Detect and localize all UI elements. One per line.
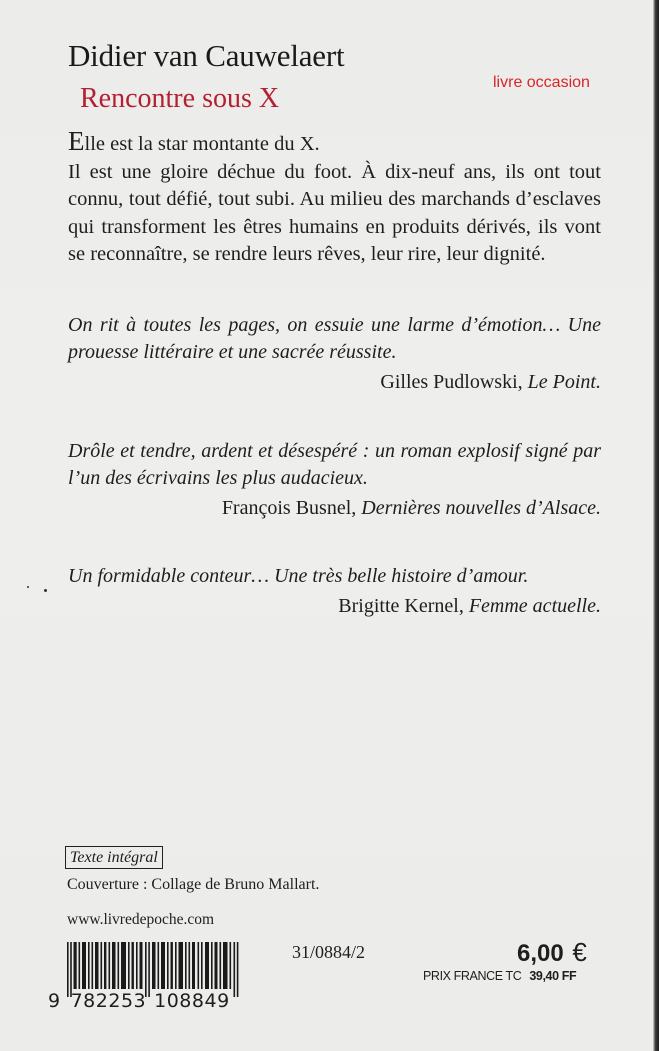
blurb-first-line-text: lle est la star montante du X.: [84, 133, 320, 155]
isbn-first-digit: 9: [48, 990, 61, 1012]
review-source: [68, 593, 601, 620]
barcode-icon: [67, 942, 239, 997]
price: [517, 937, 587, 968]
isbn-group-1: 782253: [70, 990, 147, 1012]
review-source: [68, 369, 601, 396]
isbn-digits: [48, 990, 230, 1012]
review-publication: Le Point.: [527, 371, 601, 393]
blurb: [68, 128, 601, 269]
euro-icon: €: [572, 937, 587, 967]
review-quote: [68, 312, 601, 396]
publisher-website: www.livredepoche.com: [67, 911, 215, 928]
blurb-first-line: [68, 128, 601, 159]
drop-cap: E: [68, 126, 85, 156]
isbn-group-2: 108849: [154, 990, 230, 1012]
used-book-label: livre occasion: [493, 74, 590, 91]
review-text: Un formidable conteur… Une très belle histoire d’amour.: [68, 565, 529, 587]
cover-credit: Couverture : Collage de Bruno Mallart.: [67, 876, 320, 893]
review-quote: [68, 563, 601, 620]
speck-mark: [27, 586, 29, 588]
review-author: Brigitte Kernel,: [338, 595, 464, 617]
speck-mark: [44, 589, 47, 592]
review-author: François Busnel,: [221, 497, 357, 519]
catalog-number: 31/0884/2: [292, 942, 366, 962]
price-value: 6,00: [517, 940, 564, 967]
blurb-paragraph: Il est une gloire déchue du foot. À dix-neuf ans, ils ont tout connu, tout défié, tout subi. Au milieu des marchands d’esclaves qui transforment les êtres humains en produits dérivés, ils vont se reconnaître, se rendre leurs rêves, leur rire, leur dignité.: [68, 160, 601, 265]
review-quote: [68, 438, 601, 522]
review-source: [68, 495, 601, 522]
review-text: On rit à toutes les pages, on essuie une larme d’émotion… Une prouesse littéraire et une sacrée réussite.: [68, 314, 601, 363]
book-edge-shadow: [653, 0, 659, 1051]
review-publication: Dernières nouvelles d’Alsace.: [361, 497, 601, 519]
review-publication: Femme actuelle.: [468, 595, 601, 617]
book-title: Rencontre sous X: [80, 83, 280, 114]
price-ff-value: 39,40 FF: [529, 969, 577, 983]
review-text: Drôle et tendre, ardent et désespéré : un roman explosif signé par l’un des écrivains les plus audacieux.: [68, 440, 601, 489]
price-france: [423, 969, 576, 983]
review-author: Gilles Pudlowski,: [380, 371, 523, 393]
integral-text-badge: Texte intégral: [65, 846, 163, 869]
author-name: Didier van Cauwelaert: [68, 38, 345, 73]
price-france-label: PRIX FRANCE TC: [423, 969, 522, 983]
